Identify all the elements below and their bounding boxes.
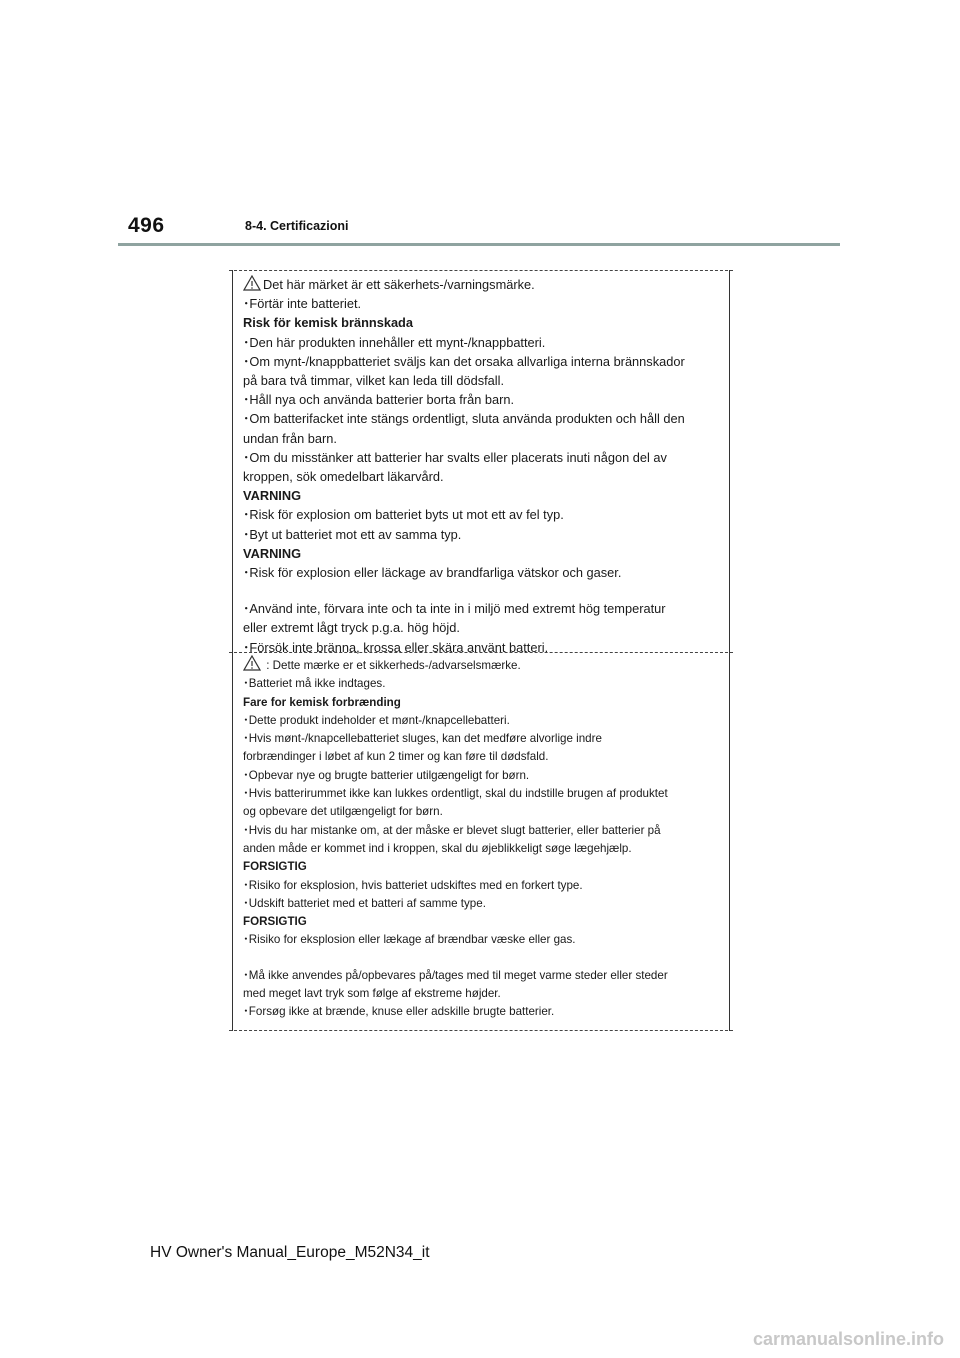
da-text-line bbox=[243, 895, 729, 913]
sv-line-text: ･Risk för explosion om batteriet byts ut mot ett av fel typ. bbox=[243, 507, 564, 523]
da-text-line bbox=[243, 767, 729, 785]
da-text-line bbox=[243, 675, 729, 693]
sv-line-text: VARNING bbox=[243, 545, 302, 561]
da-line-text: ･Batteriet må ikke indtages. bbox=[243, 677, 386, 691]
sv-text-line bbox=[243, 563, 729, 582]
danish-warning-label bbox=[232, 652, 730, 1031]
da-line-text: ･Risiko for eksplosion eller lækage af brændbar væske eller gas. bbox=[243, 933, 576, 947]
da-line-text: FORSIGTIG bbox=[243, 860, 307, 874]
section-title: 8-4. Certificazioni bbox=[245, 219, 349, 233]
da-text-line bbox=[243, 655, 729, 675]
sv-text-line bbox=[243, 467, 729, 486]
sv-line-text: Det här märket är ett säkerhets-/varningsmärke. bbox=[263, 277, 535, 292]
sv-text-line bbox=[243, 618, 729, 637]
sv-line-text: ･Den här produkten innehåller ett mynt-/knappbatteri. bbox=[243, 334, 546, 350]
sv-line-text: ･Om du misstänker att batterier har svalts eller placerats inuti någon del av bbox=[243, 449, 667, 465]
sv-line-text: ･Håll nya och använda batterier borta från barn. bbox=[243, 392, 515, 408]
da-line-text: forbrændinger i løbet af kun 2 timer og kan føre til dødsfald. bbox=[243, 750, 549, 764]
da-line-text: ･Udskift batteriet med et batteri af samme type. bbox=[243, 896, 486, 910]
da-text-line bbox=[243, 748, 729, 766]
manual-id-footer: HV Owner's Manual_Europe_M52N34_it bbox=[150, 1244, 430, 1261]
da-text-line bbox=[243, 1003, 729, 1021]
da-line-text: ･Hvis mønt-/knapcellebatteriet sluges, kan det medføre alvorlige indre bbox=[243, 732, 602, 746]
sv-text-line bbox=[243, 448, 729, 467]
da-text-line bbox=[243, 785, 729, 803]
sv-line-text: ･Använd inte, förvara inte och ta inte in i miljö med extremt hög temperatur bbox=[243, 601, 666, 617]
da-line-text: FORSIGTIG bbox=[243, 915, 307, 929]
sv-line-text: kroppen, sök omedelbart läkarvård. bbox=[243, 469, 444, 485]
swedish-warning-label bbox=[232, 270, 730, 653]
sv-line-text: undan från barn. bbox=[243, 430, 337, 446]
da-line-text: ･Dette produkt indeholder et mønt-/knapcellebatteri. bbox=[243, 713, 510, 727]
sv-line-text: VARNING bbox=[243, 488, 302, 504]
sv-text-line bbox=[243, 599, 729, 618]
da-heading bbox=[243, 694, 729, 712]
site-watermark: carmanualsonline.info bbox=[752, 1329, 944, 1349]
da-line-text: anden måde er kommet ind i kroppen, skal du øjeblikkeligt søge lægehjælp. bbox=[243, 841, 632, 855]
da-line-text: Fare for kemisk forbrænding bbox=[243, 695, 401, 709]
da-line-text: : Dette mærke er et sikkerheds-/advarselsmærke. bbox=[263, 659, 521, 672]
sv-text-line bbox=[243, 390, 729, 409]
da-text-line bbox=[243, 730, 729, 748]
da-line-text: ･Opbevar nye og brugte batterier utilgængeligt for børn. bbox=[243, 768, 530, 782]
sv-text-line bbox=[243, 352, 729, 371]
sv-line-text: ･Om batterifacket inte stängs ordentligt, sluta använda produkten och håll den bbox=[243, 411, 685, 427]
da-text-line bbox=[243, 877, 729, 895]
sv-text-line bbox=[243, 333, 729, 352]
warning-triangle-icon bbox=[243, 655, 261, 671]
da-text-line bbox=[243, 967, 729, 985]
warning-triangle-icon bbox=[243, 275, 261, 291]
sv-line-text: eller extremt lågt tryck p.g.a. hög höjd. bbox=[243, 620, 460, 636]
sv-text-line bbox=[243, 429, 729, 448]
sv-heading bbox=[243, 486, 729, 505]
sv-line-text: ･Försök inte bränna, krossa eller skära använt batteri. bbox=[243, 639, 549, 655]
da-heading bbox=[243, 858, 729, 876]
da-text-line bbox=[243, 822, 729, 840]
da-text-line bbox=[243, 803, 729, 821]
sv-heading bbox=[243, 313, 729, 332]
da-line-text: med meget lavt tryk som følge af ekstreme højder. bbox=[243, 987, 501, 1001]
da-line-text: ･Forsøg ikke at brænde, knuse eller adskille brugte batterier. bbox=[243, 1005, 555, 1019]
sv-text-line bbox=[243, 275, 729, 294]
da-line-text: ･Hvis batterirummet ikke kan lukkes ordentligt, skal du indstille brugen af produktet bbox=[243, 787, 668, 801]
da-line-text: ･Risiko for eksplosion, hvis batteriet udskiftes med en forkert type. bbox=[243, 878, 583, 892]
sv-line-text: ･Om mynt-/knappbatteriet sväljs kan det orsaka allvarliga interna brännskador bbox=[243, 353, 685, 369]
sv-line-text: ･Risk för explosion eller läckage av brandfarliga vätskor och gaser. bbox=[243, 565, 622, 581]
da-line-text: og opbevare det utilgængeligt for børn. bbox=[243, 805, 443, 819]
header-divider bbox=[118, 243, 840, 246]
page-number: 496 bbox=[128, 214, 165, 237]
sv-text-line bbox=[243, 371, 729, 390]
sv-line-text: ･Förtär inte batteriet. bbox=[243, 296, 362, 312]
sv-text-line bbox=[243, 525, 729, 544]
sv-line-text: på bara två timmar, vilket kan leda till dödsfall. bbox=[243, 373, 505, 389]
sv-line-text: ･Byt ut batteriet mot ett av samma typ. bbox=[243, 526, 462, 542]
da-text-line bbox=[243, 712, 729, 730]
da-text-line bbox=[243, 985, 729, 1003]
sv-line-text: Risk för kemisk brännskada bbox=[243, 315, 413, 331]
label-top-border bbox=[229, 270, 733, 271]
sv-text-line bbox=[243, 409, 729, 428]
sv-text-line bbox=[243, 505, 729, 524]
da-line-text: ･Hvis du har mistanke om, at der måske er blevet slugt batterier, eller batterier på bbox=[243, 823, 661, 837]
sv-text-line bbox=[243, 294, 729, 313]
da-text-line bbox=[243, 931, 729, 949]
da-line-text: ･Må ikke anvendes på/opbevares på/tages med til meget varme steder eller steder bbox=[243, 968, 668, 982]
sv-heading bbox=[243, 544, 729, 563]
da-heading bbox=[243, 913, 729, 931]
label-bottom-border bbox=[229, 1030, 733, 1031]
da-text-line bbox=[243, 840, 729, 858]
